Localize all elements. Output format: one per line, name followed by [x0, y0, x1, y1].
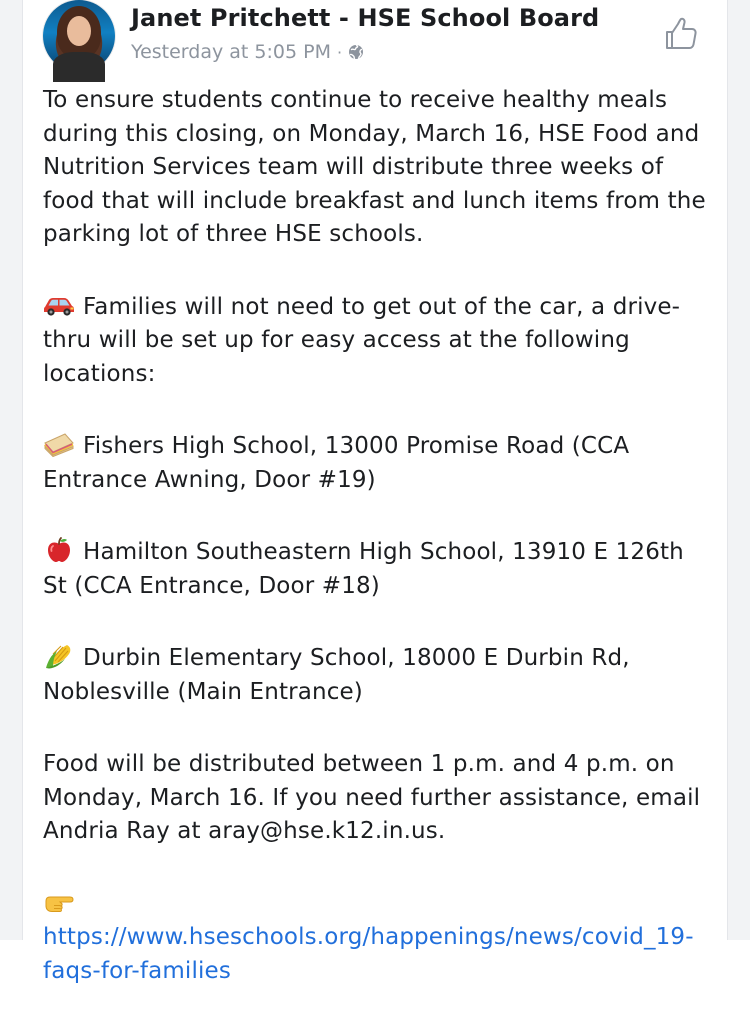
left-gutter — [0, 0, 23, 940]
corn-emoji-icon — [43, 643, 75, 669]
thumbs-up-icon[interactable] — [663, 16, 699, 52]
faq-link[interactable]: https://www.hseschools.org/happenings/news/covid_19-faqs-for-families — [43, 924, 694, 984]
schedule-paragraph: Food will be distributed between 1 p.m. and 4 p.m. on Monday, March 16. If you need further assistance, email Andria Ray at aray@hse.k12.in.us. — [43, 751, 701, 844]
car-emoji-icon — [43, 292, 75, 318]
post-meta — [131, 40, 364, 64]
location-3-text: Durbin Elementary School, 18000 E Durbin Rd, Noblesville (Main Entrance) — [43, 645, 630, 705]
globe-icon[interactable] — [348, 44, 364, 60]
avatar-face — [67, 16, 91, 46]
link-paragraph — [43, 888, 715, 989]
right-gutter — [727, 0, 750, 940]
pointing-hand-emoji-icon — [43, 889, 75, 915]
post-timestamp[interactable]: Yesterday at 5:05 PM — [131, 41, 331, 63]
location-1-text: Fishers High School, 13000 Promise Road (CCA Entrance Awning, Door #19) — [43, 433, 630, 493]
location-1-paragraph — [43, 430, 715, 497]
facebook-post — [23, 0, 727, 984]
author-avatar[interactable] — [43, 0, 115, 72]
meta-separator: · — [336, 42, 343, 62]
location-2-text: Hamilton Southeastern High School, 13910 E 126th St (CCA Entrance, Door #18) — [43, 539, 684, 599]
drive-thru-text: Families will not need to get out of the car, a drive-thru will be set up for easy access at the following locations: — [43, 293, 681, 387]
location-3-paragraph — [43, 642, 715, 709]
location-2-paragraph — [43, 536, 715, 603]
drive-thru-paragraph — [43, 291, 715, 392]
sandwich-emoji-icon — [43, 431, 75, 457]
post-header — [23, 0, 727, 80]
author-name[interactable]: Janet Pritchett - HSE School Board — [131, 4, 600, 32]
apple-emoji-icon — [43, 537, 75, 563]
intro-paragraph: To ensure students continue to receive healthy meals during this closing, on Monday, March 16, HSE Food and Nutrition Services team will distribute three weeks of food that will include breakfast and lunch items from the parking lot of three HSE schools. — [43, 87, 706, 247]
avatar-shirt — [53, 52, 105, 82]
post-body — [43, 84, 715, 1027]
